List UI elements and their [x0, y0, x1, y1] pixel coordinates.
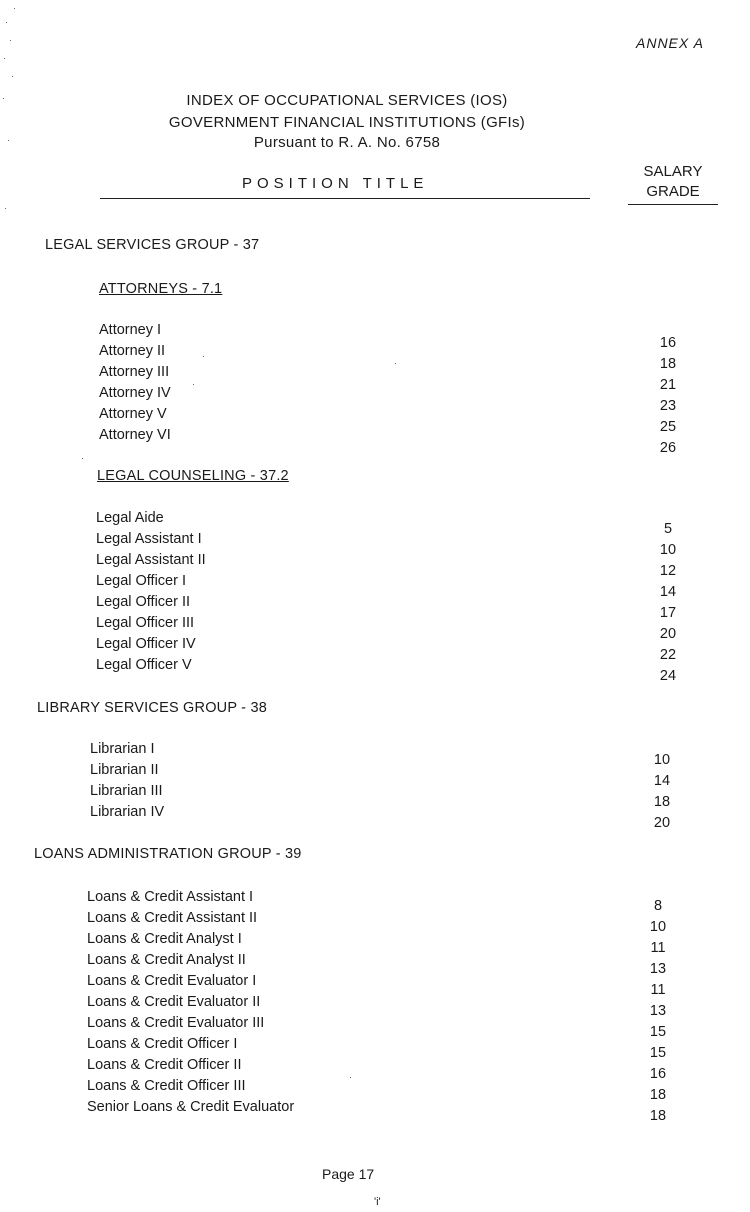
position-item: Librarian II	[90, 762, 159, 778]
scan-speck	[14, 8, 15, 9]
position-list-library	[90, 739, 164, 823]
position-item: Legal Officer II	[96, 594, 191, 610]
position-item: Librarian III	[90, 783, 163, 799]
grade-item: 25	[659, 419, 677, 435]
position-header-rule	[100, 198, 590, 199]
position-item: Legal Officer V	[96, 657, 192, 673]
group-heading-library-services: LIBRARY SERVICES GROUP - 38	[37, 700, 267, 716]
position-item: Loans & Credit Assistant I	[87, 889, 254, 905]
grade-item: 13	[649, 1003, 667, 1019]
position-item: Legal Assistant I	[96, 531, 202, 547]
group-heading-legal-services: LEGAL SERVICES GROUP - 37	[45, 237, 260, 253]
grade-item: 14	[659, 584, 677, 600]
grade-item: 16	[649, 1066, 667, 1082]
grade-item: 18	[653, 794, 671, 810]
grade-item: 22	[659, 647, 677, 663]
scan-speck	[8, 140, 9, 141]
grade-list-loans	[638, 896, 678, 1127]
document-title-line3: Pursuant to R. A. No. 6758	[253, 134, 441, 151]
subgroup-heading-attorneys: ATTORNEYS - 7.1	[99, 281, 223, 297]
subgroup-heading-legal-counseling: LEGAL COUNSELING - 37.2	[97, 468, 289, 484]
position-item: Legal Officer IV	[96, 636, 196, 652]
position-list-legal-counseling	[96, 508, 206, 676]
document-title-line2: GOVERNMENT FINANCIAL INSTITUTIONS (GFIs)	[168, 114, 526, 131]
salary-header-line: SALARY	[643, 163, 703, 180]
scan-speck	[193, 384, 194, 385]
grade-item: 13	[649, 961, 667, 977]
scan-speck	[350, 1077, 351, 1078]
position-item: Attorney IV	[99, 385, 171, 401]
position-item: Attorney III	[99, 364, 170, 380]
grade-item: 11	[650, 982, 666, 998]
grade-item: 17	[659, 605, 677, 621]
scan-speck	[82, 458, 83, 459]
group-heading-loans-administration: LOANS ADMINISTRATION GROUP - 39	[34, 846, 302, 862]
position-title-header: POSITION TITLE	[242, 175, 429, 192]
salary-grade-header	[628, 162, 718, 202]
scan-speck	[4, 58, 5, 59]
scan-speck	[3, 98, 4, 99]
grade-item: 10	[653, 752, 671, 768]
position-item: Legal Officer III	[96, 615, 195, 631]
position-item: Attorney V	[99, 406, 167, 422]
grade-header-line: GRADE	[646, 183, 700, 200]
grade-item: 14	[653, 773, 671, 789]
position-item: Librarian I	[90, 741, 155, 757]
grade-list-attorneys	[648, 333, 688, 459]
page-number: Page 17	[322, 1166, 375, 1182]
position-item: Legal Aide	[96, 510, 164, 526]
grade-item: 15	[649, 1024, 667, 1040]
grade-item: 18	[649, 1108, 667, 1124]
grade-list-legal-counseling	[648, 519, 688, 687]
scan-speck	[203, 356, 204, 357]
grade-item: 11	[650, 940, 666, 956]
position-item: Legal Officer I	[96, 573, 187, 589]
grade-item: 23	[659, 398, 677, 414]
document-title-line1: INDEX OF OCCUPATIONAL SERVICES (IOS)	[186, 92, 508, 109]
grade-item: 26	[659, 440, 677, 456]
position-item: Legal Assistant II	[96, 552, 206, 568]
annex-label: ANNEX A	[636, 35, 704, 51]
grade-item: 10	[659, 542, 677, 558]
grade-item: 18	[649, 1087, 667, 1103]
position-item: Loans & Credit Officer II	[87, 1057, 242, 1073]
position-item: Loans & Credit Evaluator III	[87, 1015, 265, 1031]
scan-speck	[5, 208, 6, 209]
position-item: Attorney VI	[99, 427, 171, 443]
position-item: Loans & Credit Officer I	[87, 1036, 238, 1052]
footer-mark: 'i'	[374, 1196, 381, 1208]
grade-item: 21	[659, 377, 677, 393]
grade-item: 18	[659, 356, 677, 372]
position-item: Senior Loans & Credit Evaluator	[87, 1099, 295, 1115]
scan-speck	[10, 40, 11, 41]
position-item: Librarian IV	[90, 804, 165, 820]
grade-item: 5	[663, 521, 673, 537]
salary-header-rule	[628, 204, 718, 205]
position-list-attorneys	[99, 320, 171, 446]
grade-item: 20	[659, 626, 677, 642]
grade-list-library	[642, 750, 682, 834]
scan-speck	[12, 76, 13, 77]
position-item: Loans & Credit Evaluator II	[87, 994, 261, 1010]
grade-item: 15	[649, 1045, 667, 1061]
position-item: Loans & Credit Officer III	[87, 1078, 246, 1094]
position-item: Attorney I	[99, 322, 162, 338]
grade-item: 20	[653, 815, 671, 831]
position-item: Attorney II	[99, 343, 166, 359]
position-item: Loans & Credit Assistant II	[87, 910, 258, 926]
position-item: Loans & Credit Analyst I	[87, 931, 242, 947]
grade-item: 8	[653, 898, 663, 914]
scan-speck	[6, 22, 7, 23]
position-item: Loans & Credit Analyst II	[87, 952, 246, 968]
grade-item: 10	[649, 919, 667, 935]
position-item: Loans & Credit Evaluator I	[87, 973, 257, 989]
grade-item: 16	[659, 335, 677, 351]
grade-item: 24	[659, 668, 677, 684]
grade-item: 12	[659, 563, 677, 579]
position-list-loans	[87, 887, 294, 1118]
scan-speck	[395, 363, 396, 364]
